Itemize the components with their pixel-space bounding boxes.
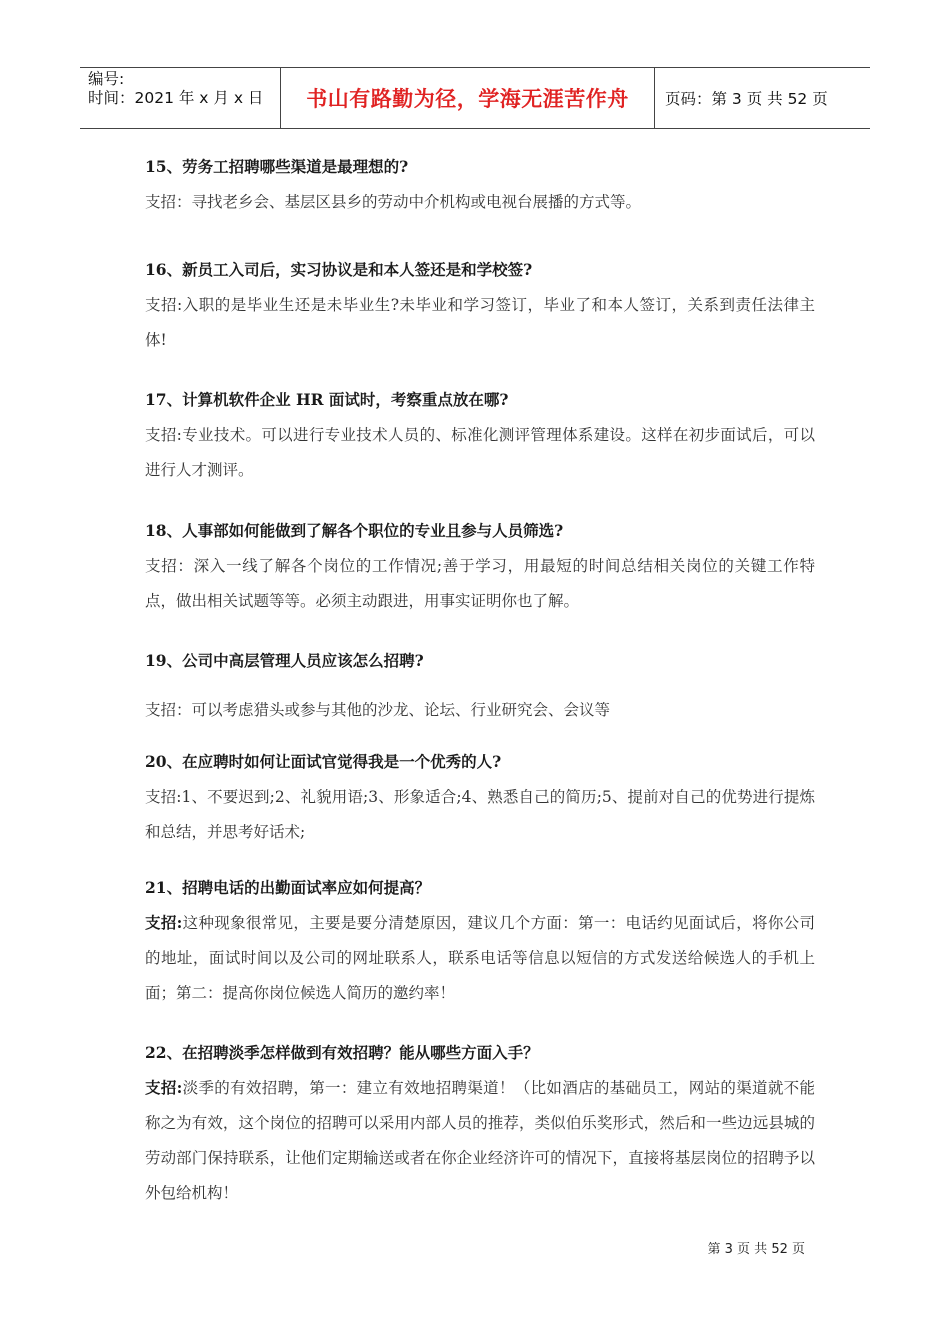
answer	[145, 692, 815, 728]
question: 19、公司中高层管理人员应该怎么招聘?	[145, 651, 424, 670]
answer	[145, 548, 815, 619]
question: 16、新员工入司后，实习协议是和本人签还是和学校签?	[145, 260, 533, 279]
qa-item-17	[145, 383, 815, 514]
qa-item-22	[145, 1036, 815, 1211]
question: 21、招聘电话的出勤面试率应如何提高？	[145, 878, 431, 897]
answer	[145, 779, 815, 850]
question: 17、计算机软件企业 HR 面试时，考察重点放在哪?	[145, 390, 509, 409]
answer-text: 支招：深入一线了解各个岗位的工作情况;善于学习，用最短的时间总结相关岗位的关键工作特点，做出相关试题等等。必须主动跟进，用事实证明你也了解。	[145, 557, 815, 610]
qa-item-15	[145, 150, 815, 253]
answer-text: 支招：可以考虑猎头或参与其他的沙龙、论坛、行业研究会、会议等	[145, 701, 611, 719]
qa-item-19	[145, 644, 815, 745]
answer	[145, 905, 815, 1011]
qa-item-20	[145, 745, 815, 871]
answer-lead: 支招:	[145, 913, 183, 932]
question: 22、在招聘淡季怎样做到有效招聘？能从哪些方面入手？	[145, 1043, 539, 1062]
header-motto: 书山有路勤为径，学海无涯苦作舟	[281, 68, 655, 128]
answer-text: 这种现象很常见，主要是要分清楚原因，建议几个方面：第一：电话约见面试后，将你公司的地址，面试时间以及公司的网址联系人，联系电话等信息以短信的方式发送给候选人的手机上面；第二：提高你岗位候选人简历的邀约率！	[145, 914, 815, 1002]
answer-text: 支招:1、不要迟到;2、礼貌用语;3、形象适合;4、熟悉自己的简历;5、提前对自己的优势进行提炼和总结，并思考好话术;	[145, 788, 815, 841]
answer-lead: 支招:	[145, 1078, 183, 1097]
answer	[145, 417, 815, 488]
page-footer: 第 3 页 共 52 页	[707, 1242, 805, 1257]
header-meta	[80, 68, 281, 128]
answer-text: 淡季的有效招聘，第一：建立有效地招聘渠道！（比如酒店的基础员工，网站的渠道就不能称之为有效，这个岗位的招聘可以采用内部人员的推荐，类似伯乐奖形式，然后和一些边远县城的劳动部门保持联系，让他们定期输送或者在你企业经济许可的情况下，直接将基层岗位的招聘予以外包给机构！	[145, 1079, 815, 1202]
answer	[145, 184, 815, 220]
time-label: 时间：2021 年 x 月 x 日	[88, 89, 264, 107]
serial-label: 编号:	[88, 70, 125, 88]
answer	[145, 287, 815, 358]
header-page-info: 页码：第 3 页 共 52 页	[665, 90, 828, 108]
answer-text: 支招:专业技术。可以进行专业技术人员的、标准化测评管理体系建设。这样在初步面试后，可以进行人才测评。	[145, 426, 815, 479]
document-body	[145, 150, 815, 1211]
qa-item-18	[145, 514, 815, 644]
page-header	[80, 67, 870, 129]
question: 18、人事部如何能做到了解各个职位的专业且参与人员筛选?	[145, 521, 564, 540]
qa-item-21	[145, 871, 815, 1036]
question: 20、在应聘时如何让面试官觉得我是一个优秀的人?	[145, 752, 502, 771]
answer-text: 支招：寻找老乡会、基层区县乡的劳动中介机构或电视台展播的方式等。	[145, 193, 642, 211]
answer	[145, 1070, 815, 1211]
qa-item-16	[145, 253, 815, 383]
answer-text: 支招:入职的是毕业生还是未毕业生?未毕业和学习签订，毕业了和本人签订，关系到责任法律主体!	[145, 296, 815, 349]
question: 15、劳务工招聘哪些渠道是最理想的?	[145, 157, 409, 176]
